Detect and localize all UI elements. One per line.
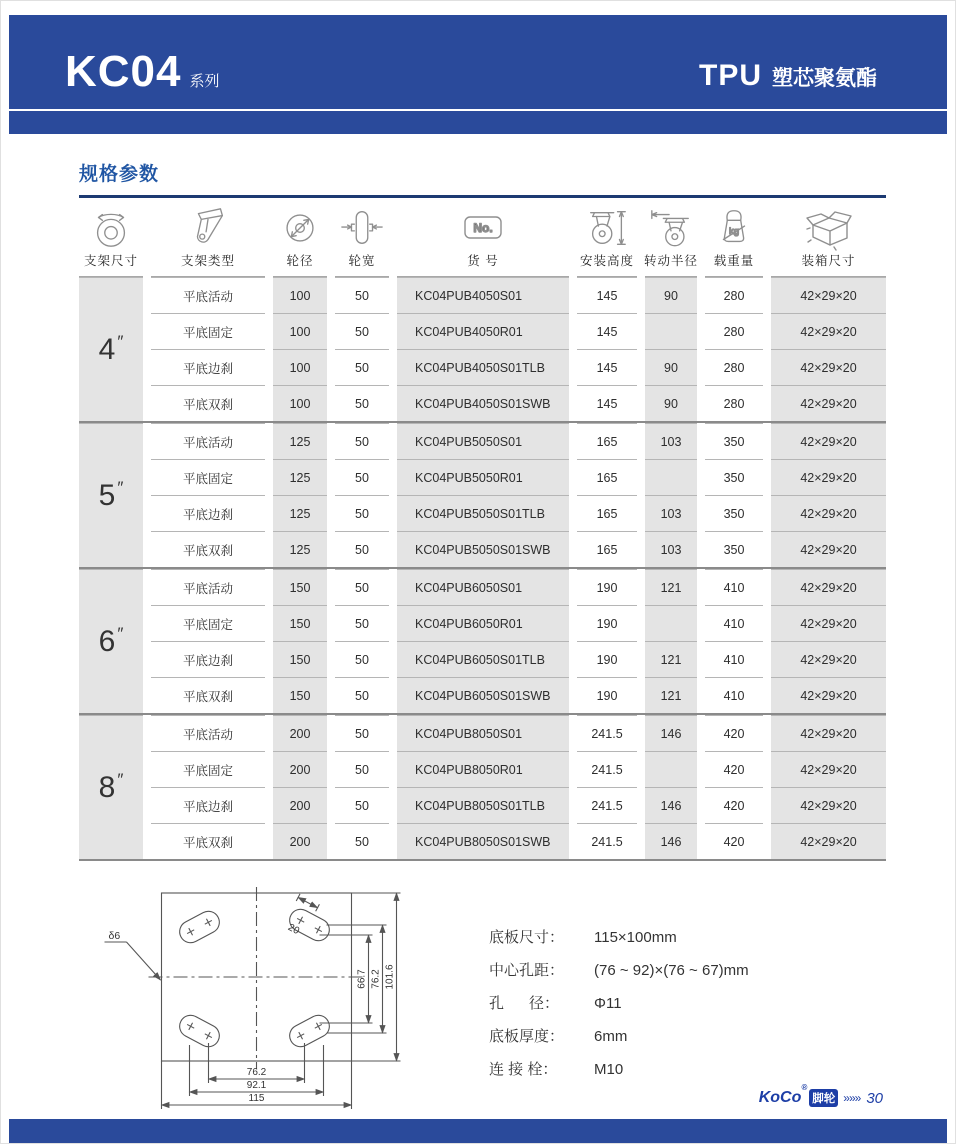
cell-bracket-type: 平底活动: [151, 423, 265, 459]
cell-wheel-diameter: 125: [273, 459, 327, 495]
cell-item-no: KC04PUB6050R01: [397, 605, 569, 641]
spec-value: 6mm: [594, 1028, 628, 1045]
cell-carton-size: 42×29×20: [771, 277, 886, 313]
cell-bracket-type: 平底活动: [151, 569, 265, 605]
cell-load-capacity: 420: [705, 787, 763, 823]
cell-carton-size: 42×29×20: [771, 823, 886, 859]
cell-wheel-width: 50: [335, 569, 389, 605]
column-label: 轮径: [286, 254, 314, 268]
cell-bracket-type: 平底双刹: [151, 531, 265, 567]
cell-carton-size: 42×29×20: [771, 677, 886, 713]
column-label: 转动半径: [644, 254, 699, 268]
cell-item-no: KC04PUB8050S01: [397, 715, 569, 751]
column-label: 装箱尺寸: [801, 254, 856, 268]
cell-wheel-diameter: 100: [273, 385, 327, 421]
product-title: [699, 59, 877, 93]
size-group-6-inch: [79, 569, 886, 715]
cell-load-capacity: 350: [705, 531, 763, 567]
cell-wheel-diameter: 100: [273, 277, 327, 313]
cell-carton-size: 42×29×20: [771, 385, 886, 421]
column-header-load-capacity: [705, 201, 763, 277]
section-title: 规格参数: [79, 164, 160, 185]
cell-carton-size: 42×29×20: [771, 787, 886, 823]
cell-wheel-diameter: 150: [273, 605, 327, 641]
load-capacity-icon: [711, 205, 757, 251]
cell-item-no: KC04PUB8050R01: [397, 751, 569, 787]
brand-badge: 脚轮: [809, 1089, 838, 1107]
item-no-badge-icon: [457, 205, 509, 251]
cell-bracket-type: 平底双刹: [151, 677, 265, 713]
cell-swivel-radius: 90: [645, 277, 697, 313]
column-label: 支架尺寸: [83, 254, 138, 268]
cell-swivel-radius: 103: [645, 531, 697, 567]
column-header-wheel-diameter: [273, 201, 327, 277]
base-plate-drawing: [79, 883, 439, 1123]
cell-carton-size: 42×29×20: [771, 459, 886, 495]
column-label: 安装高度: [579, 254, 634, 268]
cell-swivel-radius: 103: [645, 495, 697, 531]
bottom-dim-1: 76.2: [246, 1067, 267, 1078]
brand-logo: KoCo®: [758, 1083, 808, 1106]
cell-wheel-diameter: 100: [273, 313, 327, 349]
cell-wheel-width: 50: [335, 423, 389, 459]
cell-item-no: KC04PUB5050S01: [397, 423, 569, 459]
registered-mark: ®: [801, 1083, 808, 1092]
cell-item-no: KC04PUB4050R01: [397, 313, 569, 349]
cell-carton-size: 42×29×20: [771, 531, 886, 567]
product-name: TPU: [699, 59, 762, 92]
cell-wheel-width: 50: [335, 787, 389, 823]
cell-load-capacity: 280: [705, 349, 763, 385]
bracket-size-label: 5 ″: [79, 423, 143, 567]
cell-load-capacity: 350: [705, 423, 763, 459]
swivel-top-view-icon: [88, 205, 134, 251]
cell-wheel-diameter: 200: [273, 787, 327, 823]
cell-item-no: KC04PUB5050S01SWB: [397, 531, 569, 567]
column-header-item-no: [397, 201, 569, 277]
svg-text:No.: No.: [473, 221, 493, 235]
cell-swivel-radius: 121: [645, 569, 697, 605]
bracket-size-label: 8 ″: [79, 715, 143, 859]
right-dim-1: 66.7: [356, 969, 368, 989]
cell-wheel-diameter: 125: [273, 423, 327, 459]
bracket-size-label: 6 ″: [79, 569, 143, 713]
column-header-carton-size: [771, 201, 886, 277]
spec-notes: [489, 927, 749, 1123]
cell-carton-size: 42×29×20: [771, 423, 886, 459]
size-group-8-inch: [79, 715, 886, 861]
spec-value: Φ11: [594, 995, 622, 1012]
product-description: 塑芯聚氨酯: [772, 67, 877, 90]
cell-wheel-width: 50: [335, 349, 389, 385]
cell-wheel-diameter: 200: [273, 751, 327, 787]
cell-swivel-radius: 121: [645, 677, 697, 713]
cell-load-capacity: 420: [705, 823, 763, 859]
cell-wheel-width: 50: [335, 531, 389, 567]
cell-swivel-radius: [645, 605, 697, 641]
wheel-diameter-icon: [277, 205, 323, 251]
column-header-wheel-width: [335, 201, 389, 277]
column-header-mount-height: [577, 201, 637, 277]
cell-bracket-type: 平底活动: [151, 277, 265, 313]
column-label: 支架类型: [180, 254, 235, 268]
cell-item-no: KC04PUB6050S01TLB: [397, 641, 569, 677]
cell-bracket-type: 平底边刹: [151, 641, 265, 677]
section-title-rule: [79, 195, 886, 198]
cell-item-no: KC04PUB4050S01TLB: [397, 349, 569, 385]
spec-label: 中心孔距：: [489, 962, 565, 979]
spec-label: 底板厚度：: [489, 1028, 565, 1045]
cell-bracket-type: 平底边刹: [151, 787, 265, 823]
cell-item-no: KC04PUB4050S01SWB: [397, 385, 569, 421]
cell-carton-size: 42×29×20: [771, 495, 886, 531]
size-group-5-inch: [79, 423, 886, 569]
column-header-swivel-radius: [645, 201, 697, 277]
cell-wheel-diameter: 125: [273, 531, 327, 567]
cell-load-capacity: 280: [705, 277, 763, 313]
header-banner-main: [9, 15, 947, 109]
spec-hole-diameter: [489, 993, 749, 1014]
spec-label: 底板尺寸：: [489, 929, 565, 946]
cell-mount-height: 190: [577, 605, 637, 641]
cell-wheel-width: 50: [335, 495, 389, 531]
svg-text:kg: kg: [728, 225, 740, 237]
section-header: [79, 159, 886, 198]
cell-load-capacity: 280: [705, 385, 763, 421]
cell-wheel-width: 50: [335, 459, 389, 495]
cell-swivel-radius: 121: [645, 641, 697, 677]
column-label: 载重量: [713, 254, 755, 268]
cell-swivel-radius: 146: [645, 823, 697, 859]
table-header-row: [79, 201, 886, 277]
spec-hole-spacing: [489, 960, 749, 981]
cell-mount-height: 145: [577, 385, 637, 421]
wheel-width-icon: [339, 205, 385, 251]
footer-bar: [9, 1119, 947, 1143]
swivel-radius-icon: [648, 205, 694, 251]
right-dim-3: 101.6: [384, 964, 396, 990]
cell-bracket-type: 平底活动: [151, 715, 265, 751]
cell-bracket-type: 平底双刹: [151, 385, 265, 421]
bottom-dim-2: 92.1: [246, 1080, 267, 1091]
cell-wheel-width: 50: [335, 605, 389, 641]
cell-wheel-width: 50: [335, 715, 389, 751]
column-header-bracket-type: [151, 201, 265, 277]
cell-swivel-radius: [645, 459, 697, 495]
cell-load-capacity: 420: [705, 715, 763, 751]
cell-mount-height: 241.5: [577, 715, 637, 751]
cell-carton-size: 42×29×20: [771, 751, 886, 787]
cell-load-capacity: 350: [705, 495, 763, 531]
cell-item-no: KC04PUB8050S01TLB: [397, 787, 569, 823]
mount-height-icon: [584, 205, 630, 251]
cell-wheel-diameter: 100: [273, 349, 327, 385]
cell-item-no: KC04PUB6050S01SWB: [397, 677, 569, 713]
header-banner: [9, 15, 947, 134]
spec-value: (76 ~ 92)×(76 ~ 67)mm: [594, 962, 749, 979]
cell-mount-height: 241.5: [577, 787, 637, 823]
cell-wheel-diameter: 150: [273, 677, 327, 713]
series-suffix: 系列: [189, 73, 220, 90]
cell-wheel-width: 50: [335, 313, 389, 349]
cell-bracket-type: 平底边刹: [151, 495, 265, 531]
header-banner-sub: [9, 111, 947, 134]
cell-bracket-type: 平底固定: [151, 459, 265, 495]
cell-wheel-diameter: 150: [273, 641, 327, 677]
spec-label: 连 接 栓：: [489, 1061, 558, 1078]
cell-mount-height: 165: [577, 495, 637, 531]
cell-load-capacity: 280: [705, 313, 763, 349]
cell-wheel-width: 50: [335, 385, 389, 421]
cell-swivel-radius: [645, 313, 697, 349]
cell-item-no: KC04PUB5050S01TLB: [397, 495, 569, 531]
cell-mount-height: 190: [577, 569, 637, 605]
cell-bracket-type: 平底双刹: [151, 823, 265, 859]
bottom-dim-3: 115: [248, 1093, 265, 1104]
cell-wheel-width: 50: [335, 641, 389, 677]
cell-mount-height: 145: [577, 349, 637, 385]
cell-mount-height: 241.5: [577, 751, 637, 787]
spec-connecting-bolt: [489, 1059, 749, 1080]
page-number: 30: [866, 1089, 883, 1107]
spec-table: [79, 201, 886, 861]
cell-item-no: KC04PUB4050S01: [397, 277, 569, 313]
cell-mount-height: 165: [577, 459, 637, 495]
cell-wheel-diameter: 150: [273, 569, 327, 605]
bracket-size-label: 4 ″: [79, 277, 143, 421]
cell-wheel-width: 50: [335, 823, 389, 859]
cell-carton-size: 42×29×20: [771, 715, 886, 751]
chevrons-icon: »»»: [843, 1091, 861, 1105]
cell-wheel-diameter: 125: [273, 495, 327, 531]
carton-icon: [801, 205, 857, 251]
cell-load-capacity: 410: [705, 641, 763, 677]
spec-plate-size: [489, 927, 749, 948]
cell-carton-size: 42×29×20: [771, 349, 886, 385]
right-dim-2: 76.2: [370, 969, 382, 989]
bracket-icon: [185, 205, 231, 251]
cell-swivel-radius: 146: [645, 787, 697, 823]
series-title: [65, 47, 220, 97]
size-group-4-inch: [79, 277, 886, 423]
cell-wheel-width: 50: [335, 751, 389, 787]
cell-load-capacity: 410: [705, 605, 763, 641]
slot-width-dim: 20: [286, 922, 301, 937]
spec-label: 孔 径：: [489, 995, 560, 1012]
bottom-area: [79, 883, 886, 1123]
spec-value: 115×100mm: [594, 929, 677, 946]
cell-mount-height: 165: [577, 423, 637, 459]
cell-mount-height: 165: [577, 531, 637, 567]
cell-carton-size: 42×29×20: [771, 569, 886, 605]
cell-load-capacity: 410: [705, 677, 763, 713]
cell-mount-height: 190: [577, 677, 637, 713]
cell-item-no: KC04PUB5050R01: [397, 459, 569, 495]
cell-item-no: KC04PUB8050S01SWB: [397, 823, 569, 859]
column-label: 货 号: [467, 254, 499, 268]
cell-carton-size: 42×29×20: [771, 641, 886, 677]
cell-mount-height: 190: [577, 641, 637, 677]
cell-load-capacity: 350: [705, 459, 763, 495]
cell-swivel-radius: 90: [645, 385, 697, 421]
cell-wheel-width: 50: [335, 677, 389, 713]
brand-footer: [758, 1083, 883, 1107]
cell-wheel-diameter: 200: [273, 715, 327, 751]
thickness-label: δ6: [108, 930, 121, 942]
cell-swivel-radius: 90: [645, 349, 697, 385]
column-label: 轮宽: [348, 254, 376, 268]
cell-load-capacity: 420: [705, 751, 763, 787]
cell-bracket-type: 平底固定: [151, 751, 265, 787]
cell-mount-height: 241.5: [577, 823, 637, 859]
cell-mount-height: 145: [577, 277, 637, 313]
table-body: [79, 277, 886, 861]
cell-wheel-width: 50: [335, 277, 389, 313]
cell-swivel-radius: [645, 751, 697, 787]
cell-bracket-type: 平底固定: [151, 313, 265, 349]
cell-carton-size: 42×29×20: [771, 313, 886, 349]
cell-swivel-radius: 146: [645, 715, 697, 751]
cell-mount-height: 145: [577, 313, 637, 349]
spec-value: M10: [594, 1061, 624, 1078]
cell-bracket-type: 平底边刹: [151, 349, 265, 385]
cell-wheel-diameter: 200: [273, 823, 327, 859]
spec-plate-thickness: [489, 1026, 749, 1047]
cell-carton-size: 42×29×20: [771, 605, 886, 641]
cell-item-no: KC04PUB6050S01: [397, 569, 569, 605]
cell-swivel-radius: 103: [645, 423, 697, 459]
cell-load-capacity: 410: [705, 569, 763, 605]
column-header-bracket-size: [79, 201, 143, 277]
cell-bracket-type: 平底固定: [151, 605, 265, 641]
series-name: KC04: [65, 47, 182, 96]
